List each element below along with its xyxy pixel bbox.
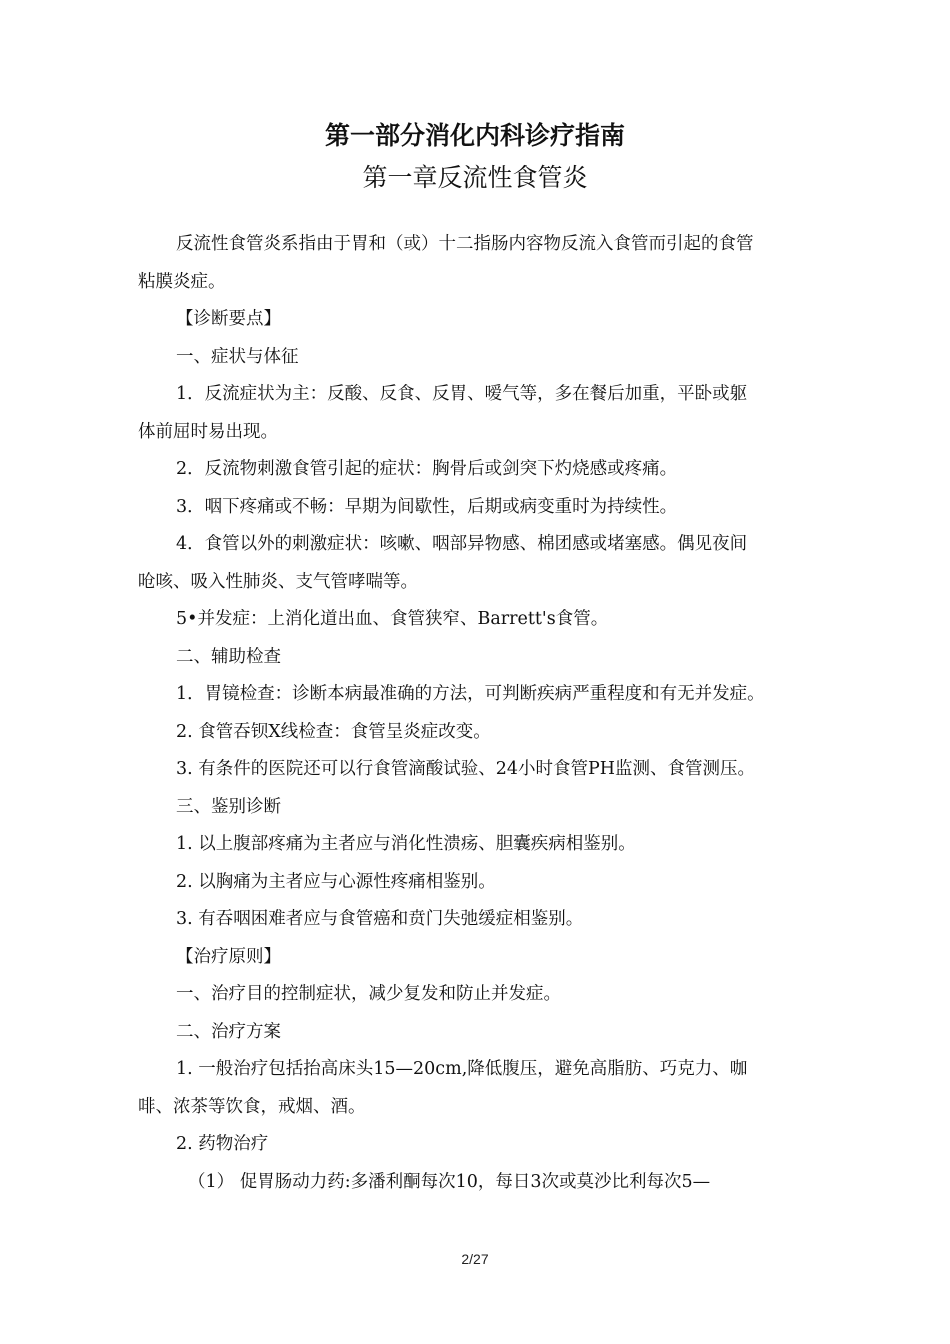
paragraph-line: 反流性食管炎系指由于胃和（或）十二指肠内容物反流入食管而引起的食管: [176, 234, 754, 254]
list-item: 2. 药物治疗: [176, 1134, 269, 1154]
subsection-heading: 二、治疗方案: [176, 1021, 281, 1042]
list-item: 4．食管以外的刺激症状：咳嗽、咽部异物感、棉团感或堵塞感。偶见夜间: [176, 534, 748, 554]
subsection-heading: 三、鉴别诊断: [176, 796, 281, 817]
list-item: 1. 一般治疗包括抬高床头15—20cm,降低腹压，避免高脂肪、巧克力、咖: [176, 1059, 748, 1079]
document-body: [138, 226, 818, 1201]
document-title: 第一部分消化内科诊疗指南: [324, 121, 625, 150]
list-item-continuation: 呛咳、吸入性肺炎、支气管哮喘等。: [138, 571, 418, 592]
page-number: 2/27: [461, 1251, 489, 1267]
section-heading: 【治疗原则】: [176, 946, 281, 967]
paragraph-line: 粘膜炎症。: [138, 271, 226, 292]
chapter-title: 第一章反流性食管炎: [362, 163, 588, 192]
section-heading: 【诊断要点】: [176, 309, 281, 329]
list-item: 1．胃镜检查：诊断本病最准确的方法，可判断疾病严重程度和有无并发症。: [176, 684, 765, 704]
list-item: 3. 有条件的医院还可以行食管滴酸试验、24小时食管PH监测、食管测压。: [176, 759, 756, 779]
list-item-continuation: 啡、浓茶等饮食，戒烟、酒。: [138, 1096, 366, 1117]
subsection-heading: 二、辅助检查: [176, 646, 281, 667]
list-item: 2. 以胸痛为主者应与心源性疼痛相鉴别。: [176, 871, 496, 892]
subsection-heading: 一、治疗目的控制症状，减少复发和防止并发症。: [176, 984, 561, 1004]
sub-list-item: （1） 促胃肠动力药:多潘利酮每次10，每日3次或莫沙比利每次5—: [188, 1171, 711, 1192]
list-item: 2. 食管吞钡X线检查：食管呈炎症改变。: [176, 721, 491, 742]
list-item: 2．反流物刺激食管引起的症状：胸骨后或剑突下灼烧感或疼痛。: [176, 459, 678, 479]
list-item: 1. 以上腹部疼痛为主者应与消化性溃疡、胆囊疾病相鉴别。: [176, 834, 636, 854]
list-item: 1．反流症状为主：反酸、反食、反胃、嗳气等，多在餐后加重，平卧或躯: [176, 384, 748, 404]
list-item: 3. 有吞咽困难者应与食管癌和贲门失弛缓症相鉴别。: [176, 909, 584, 929]
subsection-heading: 一、症状与体征: [176, 346, 299, 367]
list-item-continuation: 体前屈时易出现。: [138, 421, 278, 442]
list-item: 3．咽下疼痛或不畅：早期为间歇性，后期或病变重时为持续性。: [176, 496, 678, 517]
list-item: 5•并发症：上消化道出血、食管狭窄、Barrett's食管。: [176, 609, 609, 629]
